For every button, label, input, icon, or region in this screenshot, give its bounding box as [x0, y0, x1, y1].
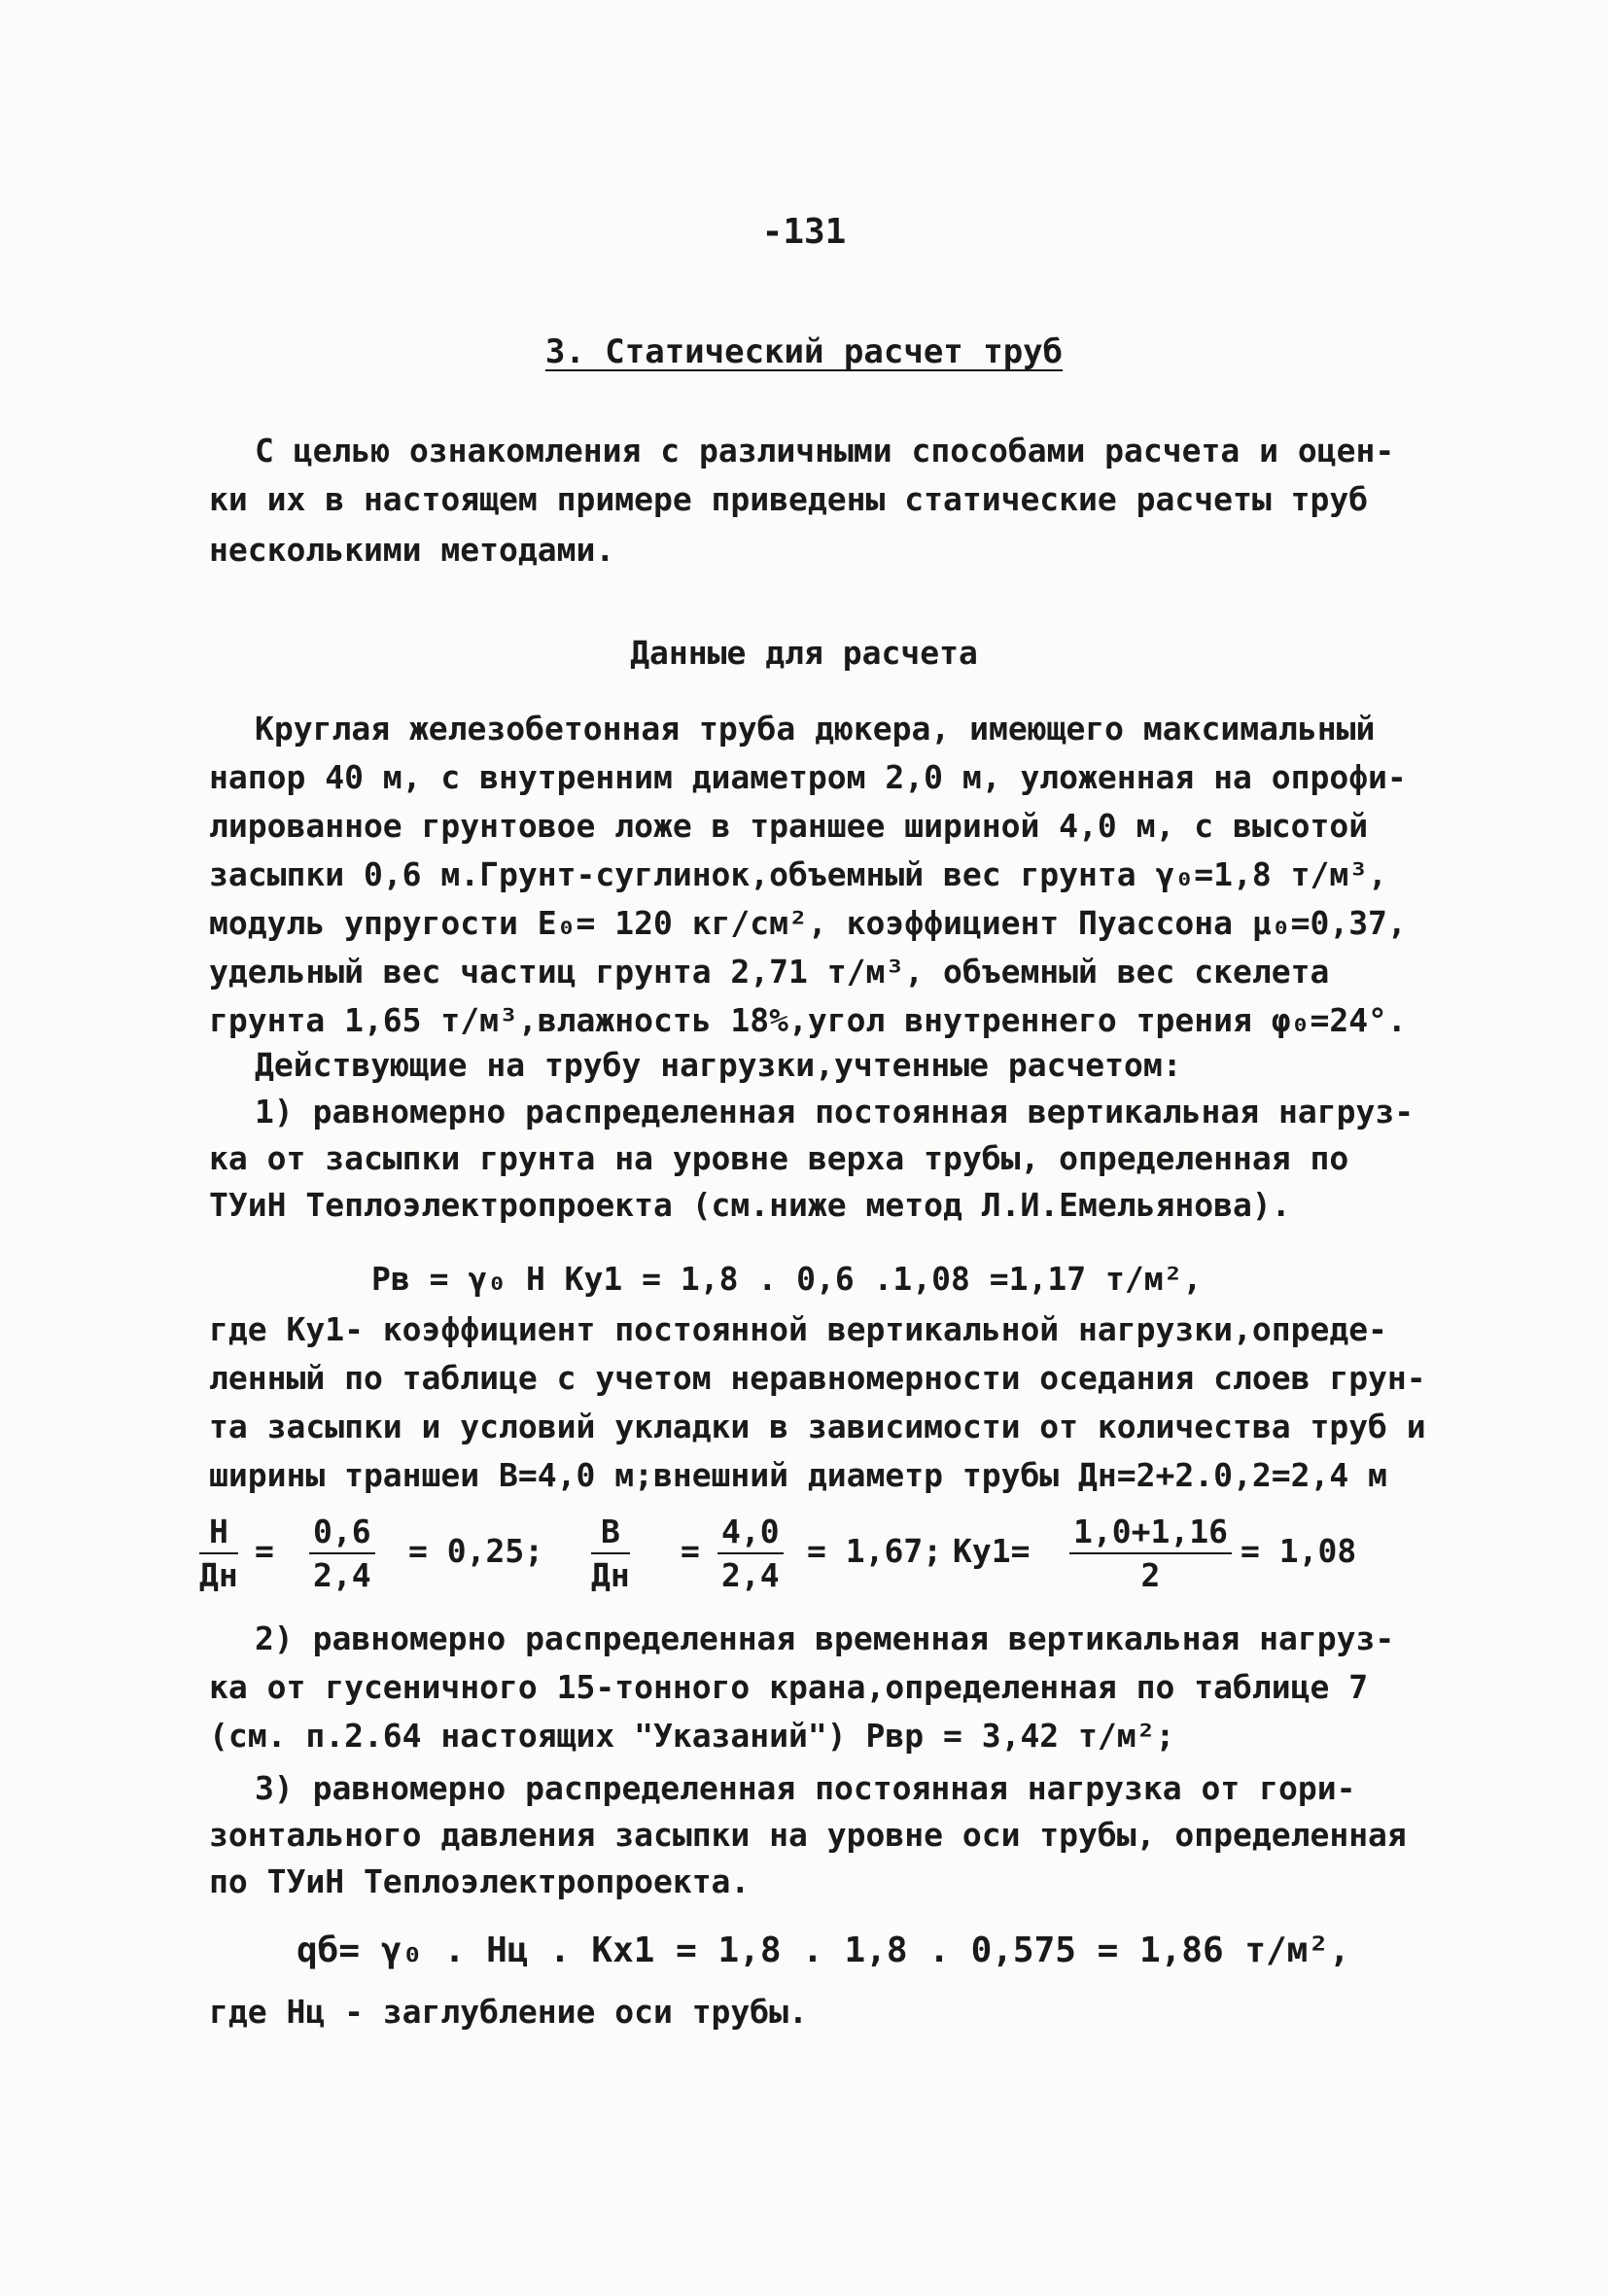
- fraction-numerator: H: [199, 1513, 238, 1554]
- data-line: засыпки 0,6 м.Грунт-суглинок,объемный вес грунта γ₀=1,8 т/м³,: [209, 855, 1387, 893]
- fraction-denominator: Дн: [591, 1556, 630, 1594]
- fraction-denominator: 2: [1140, 1556, 1161, 1594]
- intro-line: С целью ознакомления с различными способами расчета и оцен-: [255, 432, 1395, 470]
- loads-intro: Действующие на трубу нагрузки,учтенные расчетом:: [255, 1046, 1182, 1084]
- load1-line: ка от засыпки грунта на уровне верха трубы, определенная по: [209, 1139, 1349, 1177]
- fraction-06-over-24: [309, 1513, 375, 1594]
- fraction-numerator: 0,6: [309, 1513, 375, 1554]
- equals-sign: =: [255, 1532, 274, 1570]
- page-number: -131: [761, 212, 847, 252]
- load3-line: зонтального давления засыпки на уровне оси трубы, определенная: [209, 1816, 1407, 1854]
- section-title: [0, 332, 1608, 371]
- load2-line: ка от гусеничного 15-тонного крана,определенная по таблице 7: [209, 1668, 1369, 1706]
- fraction-numerator: B: [591, 1513, 630, 1554]
- data-line: Круглая железобетонная труба дюкера, имеющего максимальный: [255, 710, 1376, 748]
- explain1-line: где Kу1- коэффициент постоянной вертикальной нагрузки,опреде-: [209, 1310, 1387, 1348]
- closing-line: где Hц - заглубление оси трубы.: [209, 1993, 808, 2031]
- load2-line: (см. п.2.64 настоящих "Указаний") Pвр = 3,42 т/м²;: [209, 1717, 1175, 1755]
- formula-horizontal-load: qб= γ₀ . Hц . Kx1 = 1,8 . 1,8 . 0,575 = 1,86 т/м²,: [297, 1931, 1350, 1970]
- intro-line: ки их в настоящем примере приведены статические расчеты труб: [209, 480, 1369, 518]
- load1-line: ТУиН Теплоэлектропроекта (см.ниже метод Л.И.Емельянова).: [209, 1186, 1291, 1224]
- data-line: модуль упругости E₀= 120 кг/см², коэффициент Пуассона μ₀=0,37,: [209, 904, 1407, 942]
- fraction-numerator: 4,0: [717, 1513, 784, 1554]
- equals-sign: =: [681, 1532, 700, 1570]
- fraction-ky: [1069, 1513, 1232, 1594]
- subheading: Данные для расчета: [630, 634, 978, 672]
- ky-label: Kу1=: [953, 1532, 1031, 1570]
- fraction-result: = 1,08: [1241, 1532, 1357, 1570]
- explain1-line: ленный по таблице с учетом неравномерности оседания слоев грун-: [209, 1359, 1426, 1397]
- data-line: лированное грунтовое ложе в траншее шириной 4,0 м, с высотой: [209, 807, 1369, 845]
- fraction-b-over-dn: [591, 1513, 630, 1594]
- fraction-h-over-dn: [199, 1513, 238, 1594]
- data-line: напор 40 м, с внутренним диаметром 2,0 м, уложенная на опрофи-: [209, 758, 1407, 796]
- fraction-denominator: 2,4: [313, 1556, 371, 1594]
- explain1-line: ширины траншеи B=4,0 м;внешний диаметр трубы Дн=2+2.0,2=2,4 м: [209, 1456, 1387, 1494]
- load3-line: 3) равномерно распределенная постоянная нагрузка от гори-: [255, 1769, 1356, 1807]
- fraction-denominator: 2,4: [721, 1556, 780, 1594]
- intro-line: несколькими методами.: [209, 531, 615, 569]
- fraction-numerator: 1,0+1,16: [1069, 1513, 1232, 1554]
- data-line: удельный вес частиц грунта 2,71 т/м³, объемный вес скелета: [209, 953, 1330, 991]
- load3-line: по ТУиН Теплоэлектропроекта.: [209, 1862, 751, 1900]
- fraction-result: = 0,25;: [408, 1532, 544, 1570]
- load1-line: 1) равномерно распределенная постоянная вертикальная нагруз-: [255, 1093, 1415, 1131]
- fraction-denominator: Дн: [199, 1556, 238, 1594]
- data-line: грунта 1,65 т/м³,влажность 18%,угол внутреннего трения φ₀=24°.: [209, 1001, 1407, 1039]
- load2-line: 2) равномерно распределенная временная вертикальная нагруз-: [255, 1619, 1395, 1657]
- section-title-text: 3. Статический расчет труб: [544, 332, 1064, 371]
- fraction-result: = 1,67;: [807, 1532, 943, 1570]
- fraction-40-over-24: [717, 1513, 784, 1594]
- explain1-line: та засыпки и условий укладки в зависимости от количества труб и: [209, 1408, 1426, 1445]
- formula-vertical-load: Pв = γ₀ H Kу1 = 1,8 . 0,6 .1,08 =1,17 т/м²,: [371, 1260, 1203, 1298]
